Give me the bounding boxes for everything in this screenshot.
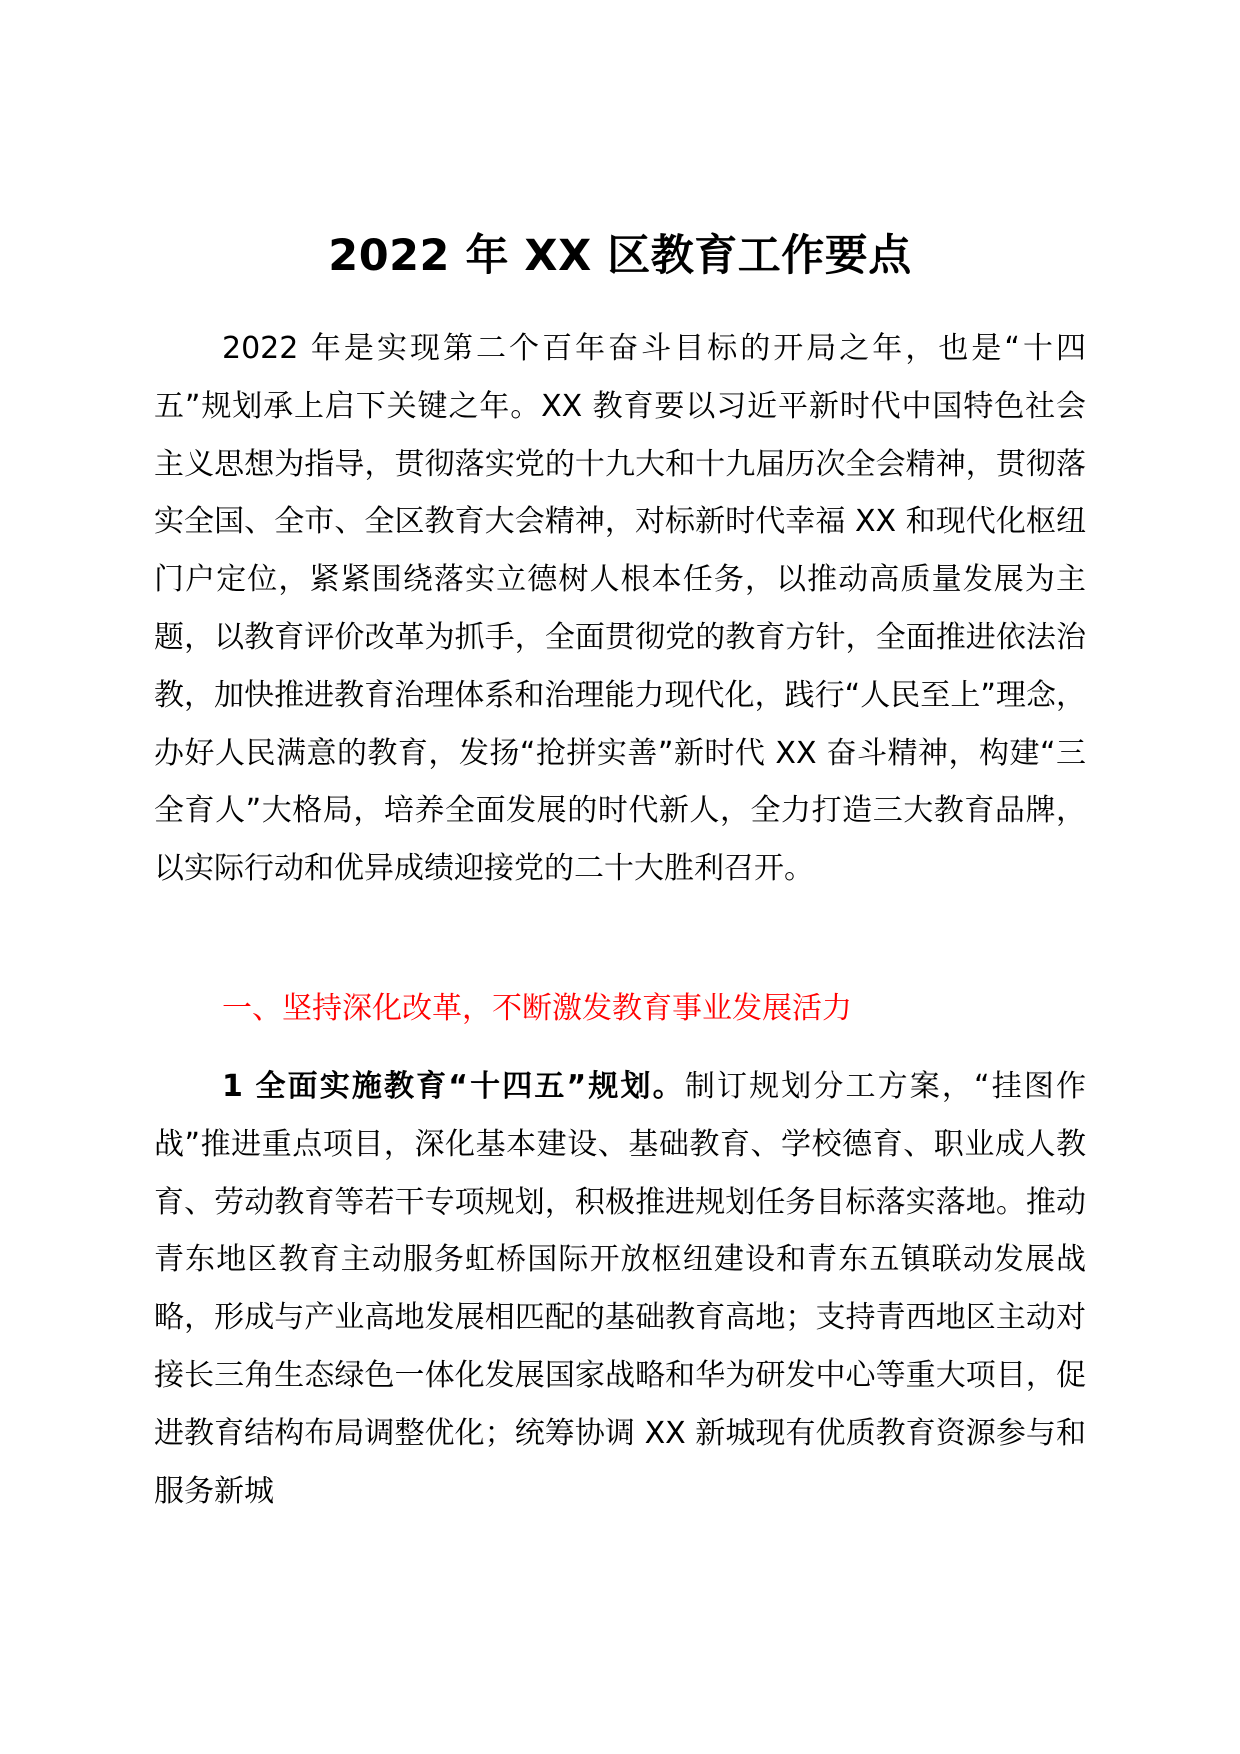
section-1-item-1-lead: 1 全面实施教育“十四五”规划。 <box>222 1069 685 1104</box>
section-1-heading: 一、坚持深化改革，不断激发教育事业发展活力 <box>222 991 852 1026</box>
section-1-item-1-text: 制订规划分工方案，“挂图作战”推进重点项目，深化基本建设、基础教育、学校德育、职业成人教育、劳动教育等若干专项规划，积极推进规划任务目标落实落地。推动青东地区教育主动服务虹桥国际开放枢纽建设和青东五镇联动发展战略，形成与产业高地发展相匹配的基础教育高地；支持青西地区主动对接长三角生态绿色一体化发展国家战略和华为研发中心等重大项目，促进教育结构布局调整优化；统筹协调 XX 新城现有优质教育资源参与和服务新城 <box>154 1069 1086 1509</box>
document-title: 2022 年 XX 区教育工作要点 <box>328 231 912 281</box>
section-1-item-1-paragraph <box>154 1058 1086 1520</box>
intro-paragraph: 2022 年是实现第二个百年奋斗目标的开局之年，也是“十四五”规划承上启下关键之年。XX 教育要以习近平新时代中国特色社会主义思想为指导，贯彻落实党的十九大和十九届历次全会精神，贯彻落实全国、全市、全区教育大会精神，对标新时代幸福 XX 和现代化枢纽门户定位，紧紧围绕落实立德树人根本任务，以推动高质量发展为主题，以教育评价改革为抓手，全面贯彻党的教育方针，全面推进依法治教，加快推进教育治理体系和治理能力现代化，践行“人民至上”理念，办好人民满意的教育，发扬“抢拼实善”新时代 XX 奋斗精神，构建“三全育人”大格局，培养全面发展的时代新人，全力打造三大教育品牌，以实际行动和优异成绩迎接党的二十大胜利召开。 <box>154 331 1086 887</box>
